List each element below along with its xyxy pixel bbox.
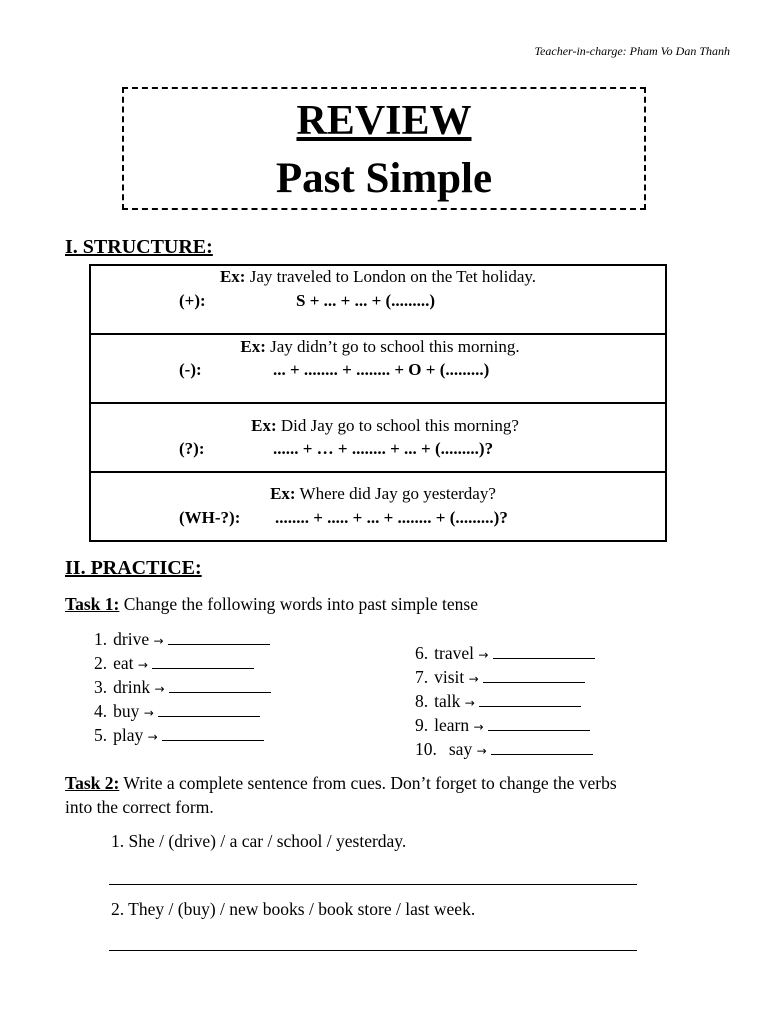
answer-blank[interactable] (488, 716, 590, 731)
item-word: drink (113, 677, 151, 697)
task2-item-2: 2. They / (buy) / new books / book store / last week. (111, 899, 476, 919)
list-item (94, 675, 271, 699)
item-number: 6. (415, 643, 429, 663)
question-formula: ...... + … + ........ + ... + (.........)? (273, 439, 494, 458)
item-word: talk (434, 691, 461, 711)
answer-blank[interactable] (479, 692, 581, 707)
item-number: 9. (415, 715, 429, 735)
negative-formula: ... + ........ + ........ + O + (.........) (273, 360, 490, 379)
answer-blank[interactable] (169, 678, 271, 693)
arrow-icon: → (478, 648, 489, 662)
task1-label: Task 1: (65, 594, 120, 614)
example-sentence (91, 416, 665, 436)
task1-right-list (415, 641, 595, 761)
negative-symbol: (-): (179, 360, 202, 379)
item-word: travel (434, 643, 474, 663)
task2-item-1: 1. She / (drive) / a car / school / yesterday. (111, 831, 407, 851)
ex-label: Ex: (219, 267, 246, 286)
item-number: 2. (94, 653, 108, 673)
item-number: 5. (94, 725, 108, 745)
ex-label: Ex: (240, 337, 266, 356)
item-number: 3. (94, 677, 108, 697)
list-item (415, 737, 595, 761)
wh-question-symbol: (WH-?): (179, 508, 241, 527)
answer-blank[interactable] (152, 654, 254, 669)
item-number: 8. (415, 691, 429, 711)
task2-text-line2: into the correct form. (65, 797, 214, 817)
question-symbol: (?): (179, 439, 205, 458)
structure-row-question (91, 404, 665, 473)
list-item (94, 651, 271, 675)
arrow-icon: → (154, 682, 165, 696)
structure-row-wh-question (91, 473, 665, 541)
affirmative-symbol: (+): (179, 291, 206, 310)
ex-text: Jay didn’t go to school this morning. (265, 337, 520, 356)
example-sentence (91, 267, 665, 287)
answer-blank[interactable] (158, 702, 260, 717)
example-sentence (91, 484, 665, 504)
item-number: 7. (415, 667, 429, 687)
item-word: eat (113, 653, 134, 673)
item-word: learn (434, 715, 470, 735)
list-item (415, 713, 595, 737)
answer-line-1[interactable] (109, 884, 637, 885)
arrow-icon: → (137, 658, 148, 672)
item-number: 1. (94, 629, 108, 649)
task1-left-list (94, 627, 271, 747)
item-word: play (113, 725, 144, 745)
arrow-icon: → (476, 744, 487, 758)
answer-blank[interactable] (168, 630, 270, 645)
task1-instruction (65, 594, 478, 615)
structure-row-affirmative (91, 266, 665, 335)
ex-text: Where did Jay go yesterday? (295, 484, 496, 503)
arrow-icon: → (468, 672, 479, 686)
title-box (122, 87, 646, 210)
ex-text: Jay traveled to London on the Tet holiday. (245, 267, 537, 286)
task2-instruction (65, 773, 617, 794)
answer-line-2[interactable] (109, 950, 637, 951)
teacher-in-charge: Teacher-in-charge: Pham Vo Dan Thanh (534, 44, 730, 58)
review-title: REVIEW (296, 98, 472, 144)
list-item (415, 689, 595, 713)
arrow-icon: → (143, 706, 154, 720)
list-item (94, 627, 271, 651)
wh-question-formula: ........ + ..... + ... + ........ + (.........)? (275, 508, 508, 527)
item-number: 10. (415, 739, 437, 759)
list-item (94, 723, 271, 747)
arrow-icon: → (153, 634, 164, 648)
past-simple-title: Past Simple (275, 155, 493, 202)
item-word: drive (113, 629, 150, 649)
structure-row-negative (91, 335, 665, 404)
task2-label: Task 2: (65, 773, 120, 793)
practice-heading: II. PRACTICE: (65, 557, 202, 579)
task1-text: Change the following words into past simple tense (119, 594, 479, 614)
example-sentence (91, 337, 665, 357)
task2-text-line1: Write a complete sentence from cues. Don’t forget to change the verbs (119, 773, 617, 793)
answer-blank[interactable] (162, 726, 264, 741)
ex-label: Ex: (251, 416, 277, 435)
item-word: visit (434, 667, 465, 687)
arrow-icon: → (147, 730, 158, 744)
structure-heading: I. STRUCTURE: (65, 236, 213, 258)
list-item (415, 641, 595, 665)
item-word: say (448, 739, 473, 759)
arrow-icon: → (464, 696, 475, 710)
list-item (415, 665, 595, 689)
ex-label: Ex: (270, 484, 296, 503)
affirmative-formula: S + ... + ... + (.........) (296, 291, 436, 310)
item-number: 4. (94, 701, 108, 721)
ex-text: Did Jay go to school this morning? (276, 416, 519, 435)
arrow-icon: → (473, 720, 484, 734)
item-word: buy (113, 701, 140, 721)
answer-blank[interactable] (491, 740, 593, 755)
answer-blank[interactable] (493, 644, 595, 659)
answer-blank[interactable] (483, 668, 585, 683)
structure-table (89, 264, 667, 542)
list-item (94, 699, 271, 723)
